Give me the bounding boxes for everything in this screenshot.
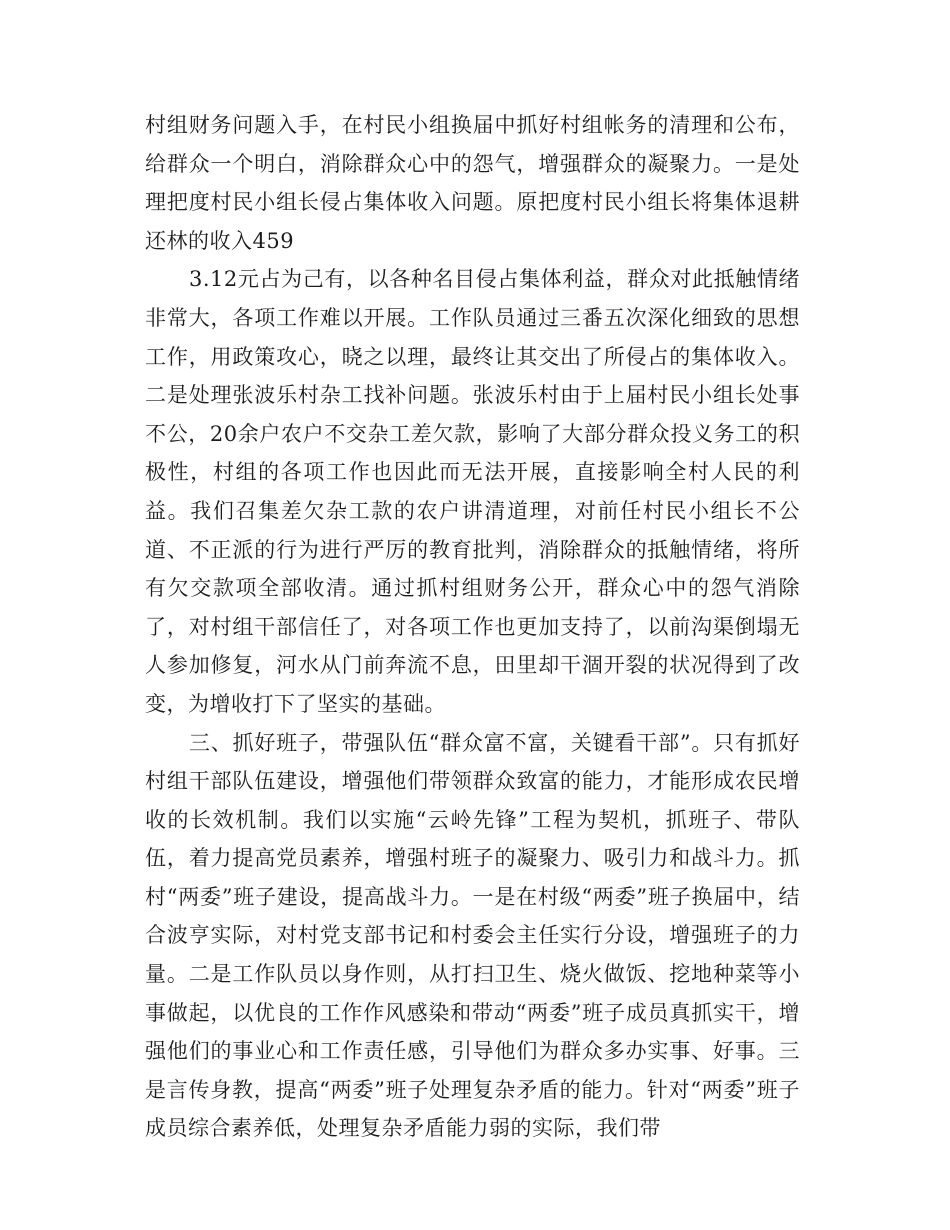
paragraph-finance: 村组财务问题入手，在村民小组换届中抓好村组帐务的清理和公布，给群众一个明白，消除群众心中的怨气，增强群众的凝聚力。一是处理把度村民小组长侵占集体收入问题。原把度村民小组长将集体退耕还林的收入459 [145,113,800,253]
paragraph-income-recovery: 3.12元占为己有，以各种名目侵占集体利益，群众对此抵触情绪非常大，各项工作难以开展。工作队员通过三番五次深化细致的思想工作，用政策攻心，晓之以理，最终让其交出了所侵占的集体收入。二是处理张波乐村杂工找补问题。张波乐村由于上届村民小组长处事不公，20余户农户不交杂工差欠款，影响了大部分群众投义务工的积极性，村组的各项工作也因此而无法开展，直接影响全村人民的利益。我们召集差欠杂工款的农户讲清道理，对前任村民小组长不公道、不正派的行为进行严厉的教育批判，消除群众的抵触情绪，将所有欠交款项全部收清。通过抓村组财务公开，群众心中的怨气消除了，对村组干部信任了，对各项工作也更加支持了，以前沟渠倒塌无人参加修复，河水从门前奔流不息，田里却干涸开裂的状况得到了改变，为增收打下了坚实的基础。 [145,267,800,716]
paragraph-team-building: 三、抓好班子，带强队伍“群众富不富，关键看干部”。只有抓好村组干部队伍建设，增强他们带领群众致富的能力，才能形成农民增收的长效机制。我们以实施“云岭先锋”工程为契机，抓班子、带队伍，着力提高党员素养，增强村班子的凝聚力、吸引力和战斗力。抓村“两委”班子建设，提高战斗力。一是在村级“两委”班子换届中，结合波亨实际，对村党支部书记和村委会主任实行分设，增强班子的力量。二是工作队员以身作则，从打扫卫生、烧火做饭、挖地种菜等小事做起，以优良的工作作风感染和带动“两委”班子成员真抓实干，增强他们的事业心和工作责任感，引导他们为群众多办实事、好事。三是言传身教，提高“两委”班子处理复杂矛盾的能力。针对“两委”班子成员综合素养低，处理复杂矛盾能力弱的实际，我们带 [145,730,800,1141]
document-page [145,106,800,1148]
